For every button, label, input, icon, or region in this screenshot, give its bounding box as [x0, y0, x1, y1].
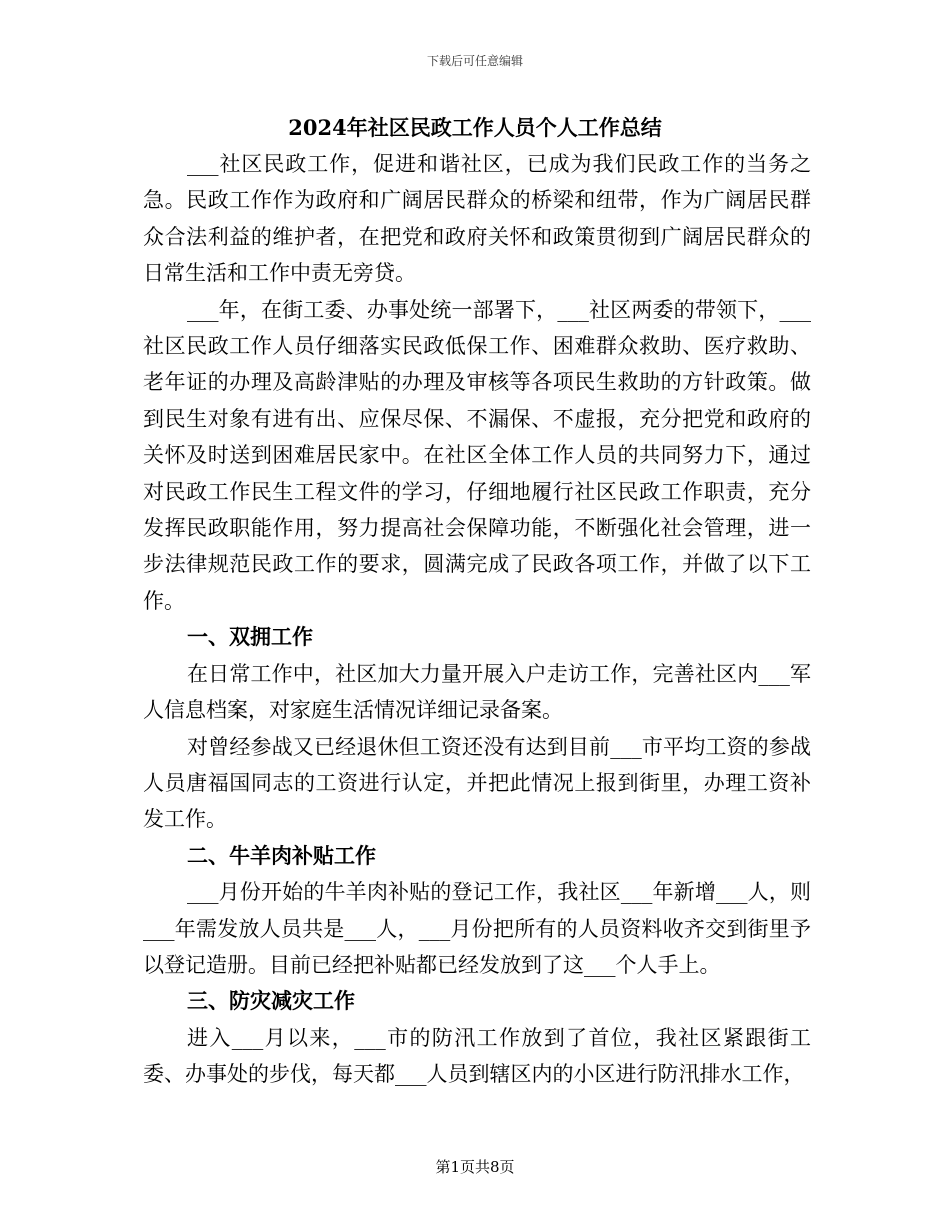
- section-heading-meat-subsidy: 二、牛羊肉补贴工作: [187, 842, 376, 868]
- header-note: 下载后可任意编辑: [426, 54, 523, 68]
- document-title: 2024年社区民政工作人员个人工作总结: [288, 115, 662, 140]
- document-body: [143, 146, 811, 1093]
- paragraph-double-support-1: 在日常工作中，社区加大力量开展入户走访工作，完善社区内___军人信息档案，对家庭生活情况详细记录备案。: [143, 661, 811, 723]
- paragraph-double-support-2: 对曾经参战又已经退休但工资还没有达到目前___市平均工资的参战人员唐福国同志的工资进行认定，并把此情况上报到街里，办理工资补发工作。: [143, 734, 811, 832]
- page-number: 第1页共8页: [435, 1158, 515, 1176]
- paragraph-intro: ___社区民政工作，促进和谐社区，已成为我们民政工作的当务之急。民政工作作为政府和广阔居民群众的桥梁和纽带，作为广阔居民群众合法利益的维护者，在把党和政府关怀和政策贯彻到广阔居民群众的日常生活和工作中责无旁贷。: [143, 152, 811, 286]
- paragraph-disaster-prevention: 进入___月以来，___市的防汛工作放到了首位，我社区紧跟街工委、办事处的步伐，每天都___人员到辖区内的小区进行防汛排水工作，: [143, 1025, 811, 1087]
- section-heading-disaster-prevention: 三、防灾减灾工作: [187, 988, 355, 1014]
- section-heading-double-support: 一、双拥工作: [187, 624, 313, 650]
- paragraph-overview: ___年，在街工委、办事处统一部署下，___社区两委的带领下，___社区民政工作人员仔细落实民政低保工作、困难群众救助、医疗救助、老年证的办理及高龄津贴的办理及审核等各项民生救助的方针政策。做到民生对象有进有出、应保尽保、不漏保、不虚报，充分把党和政府的关怀及时送到困难居民家中。在社区全体工作人员的共同努力下，通过对民政工作民生工程文件的学习，仔细地履行社区民政工作职责，充分发挥民政职能作用，努力提高社会保障功能，不断强化社会管理，进一步法律规范民政工作的要求，圆满完成了民政各项工作，并做了以下工作。: [143, 297, 811, 613]
- paragraph-meat-subsidy: ___月份开始的牛羊肉补贴的登记工作，我社区___年新增___人，则___年需发放人员共是___人，___月份把所有的人员资料收齐交到街里予以登记造册。目前已经把补贴都已经发放到了这___个人手上。: [143, 880, 811, 977]
